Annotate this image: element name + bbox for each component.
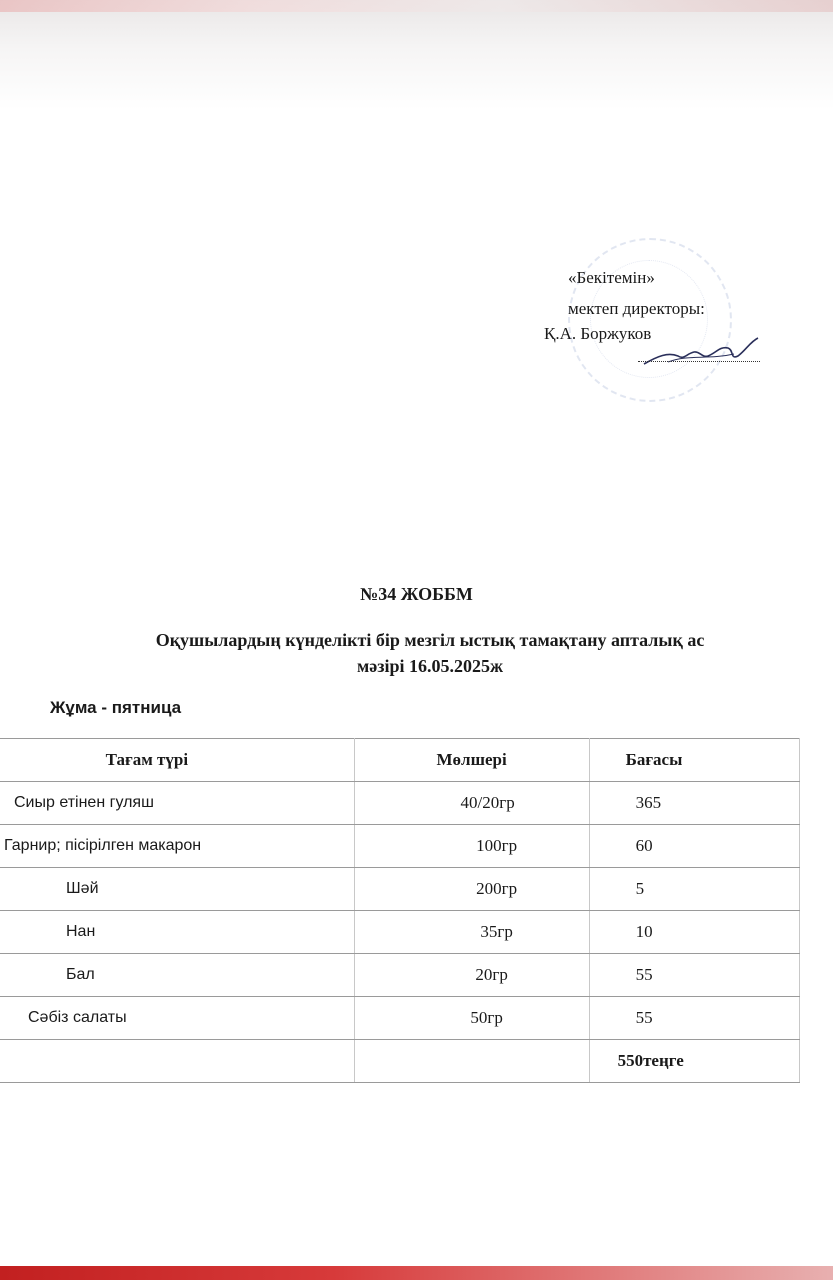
table-row <box>0 825 800 868</box>
dish-price: 10 <box>589 911 799 954</box>
dish-quantity: 200гр <box>354 868 589 911</box>
total-empty-cell <box>0 1040 354 1083</box>
dish-name: Сәбіз салаты <box>0 997 354 1040</box>
paper-bottom-edge <box>0 1266 833 1280</box>
day-label: Жұма - пятница <box>50 698 182 717</box>
total-price: 550теңге <box>589 1040 799 1083</box>
table-row <box>0 997 800 1040</box>
dish-name: Гарнир; пісірілген макарон <box>0 825 354 868</box>
table-total-row <box>0 1040 800 1083</box>
dish-price: 55 <box>589 954 799 997</box>
table-header-row <box>0 739 800 782</box>
menu-table <box>0 738 800 1083</box>
menu-title-line2: мәзірі 16.05.2025ж <box>356 656 504 676</box>
dish-quantity: 100гр <box>354 825 589 868</box>
header-dish: Тағам түрі <box>0 739 354 782</box>
approval-position: мектеп директоры: <box>568 299 705 318</box>
menu-title <box>60 627 800 679</box>
dish-name: Нан <box>0 911 354 954</box>
dish-quantity: 35гр <box>354 911 589 954</box>
dish-quantity: 40/20гр <box>354 782 589 825</box>
signature-line <box>638 361 760 362</box>
dish-quantity: 50гр <box>354 997 589 1040</box>
dish-price: 365 <box>589 782 799 825</box>
approval-heading: «Бекітемін» <box>568 268 655 287</box>
dish-name: Бал <box>0 954 354 997</box>
dish-price: 55 <box>589 997 799 1040</box>
dish-price: 5 <box>589 868 799 911</box>
header-quantity: Мөлшері <box>354 739 589 782</box>
table-row <box>0 954 800 997</box>
table-row <box>0 782 800 825</box>
dish-name: Сиыр етінен гуляш <box>0 782 354 825</box>
approval-director-name: Қ.А. Боржуков <box>544 324 652 343</box>
dish-quantity: 20гр <box>354 954 589 997</box>
table-row <box>0 868 800 911</box>
header-price: Бағасы <box>589 739 799 782</box>
paper-top-tint <box>0 0 833 12</box>
total-empty-cell <box>354 1040 589 1083</box>
table-row <box>0 911 800 954</box>
dish-price: 60 <box>589 825 799 868</box>
paper-top-shadow <box>0 0 833 110</box>
dish-name: Шәй <box>0 868 354 911</box>
approval-block <box>520 268 810 398</box>
menu-title-line1: Оқушылардың күнделікті бір мезгіл ыстық тамақтану апталық ас <box>155 630 705 650</box>
school-name: №34 ЖОББМ <box>360 584 473 604</box>
signature-icon <box>638 334 762 370</box>
